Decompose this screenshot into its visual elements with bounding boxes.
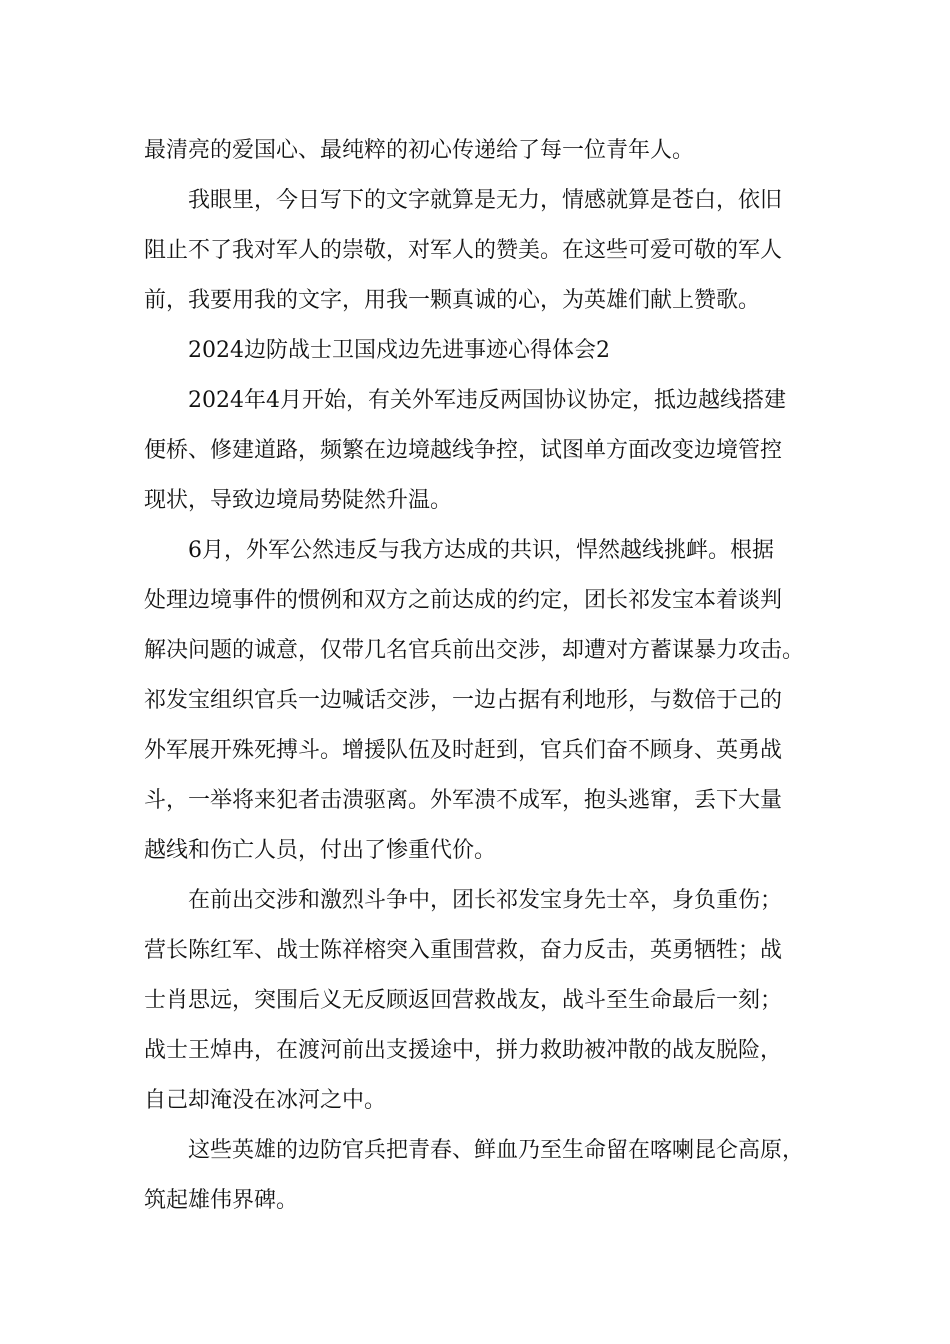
text-line: 便桥、修建道路，频繁在边境越线争控，试图单方面改变边境管控 bbox=[144, 438, 783, 463]
section-heading: 2024边防战士卫国戍边先进事迹心得体会2 bbox=[188, 338, 610, 363]
text-line: 最清亮的爱国心、最纯粹的初心传递给了每一位青年人。 bbox=[144, 138, 695, 163]
text-line: 自己却淹没在冰河之中。 bbox=[144, 1088, 387, 1113]
text-line: 处理边境事件的惯例和双方之前达成的约定，团长祁发宝本着谈判 bbox=[144, 588, 783, 613]
text-line: 祁发宝组织官兵一边喊话交涉，一边占据有利地形，与数倍于己的 bbox=[144, 688, 783, 713]
text-line: 士肖思远，突围后义无反顾返回营救战友，战斗至生命最后一刻； bbox=[144, 988, 783, 1013]
paragraph-first-line: 6月，外军公然违反与我方达成的共识，悍然越线挑衅。根据 bbox=[188, 538, 774, 563]
paragraph-first-line: 我眼里，今日写下的文字就算是无力，情感就算是苍白，依旧 bbox=[188, 188, 783, 213]
text-line: 现状，导致边境局势陡然升温。 bbox=[144, 488, 453, 513]
text-line: 外军展开殊死搏斗。增援队伍及时赶到，官兵们奋不顾身、英勇战 bbox=[144, 738, 783, 763]
text-line: 营长陈红军、战士陈祥榕突入重围营救，奋力反击，英勇牺牲；战 bbox=[144, 938, 783, 963]
text-line: 筑起雄伟界碑。 bbox=[144, 1188, 299, 1213]
paragraph-first-line: 在前出交涉和激烈斗争中，团长祁发宝身先士卒，身负重伤； bbox=[188, 888, 783, 913]
paragraph-first-line: 这些英雄的边防官兵把青春、鲜血乃至生命留在喀喇昆仑高原， bbox=[188, 1138, 805, 1163]
text-line: 阻止不了我对军人的崇敬，对军人的赞美。在这些可爱可敬的军人 bbox=[144, 238, 783, 263]
paragraph-first-line: 2024年4月开始，有关外军违反两国协议协定，抵边越线搭建 bbox=[188, 388, 786, 413]
text-line: 斗，一举将来犯者击溃驱离。外军溃不成军，抱头逃窜，丢下大量 bbox=[144, 788, 783, 813]
text-line: 战士王焯冉，在渡河前出支援途中，拼力救助被冲散的战友脱险， bbox=[144, 1038, 783, 1063]
text-line: 解决问题的诚意，仅带几名官兵前出交涉，却遭对方蓄谋暴力攻击。 bbox=[144, 638, 805, 663]
text-line: 越线和伤亡人员，付出了惨重代价。 bbox=[144, 838, 497, 863]
text-line: 前，我要用我的文字，用我一颗真诚的心，为英雄们献上赞歌。 bbox=[144, 288, 761, 313]
